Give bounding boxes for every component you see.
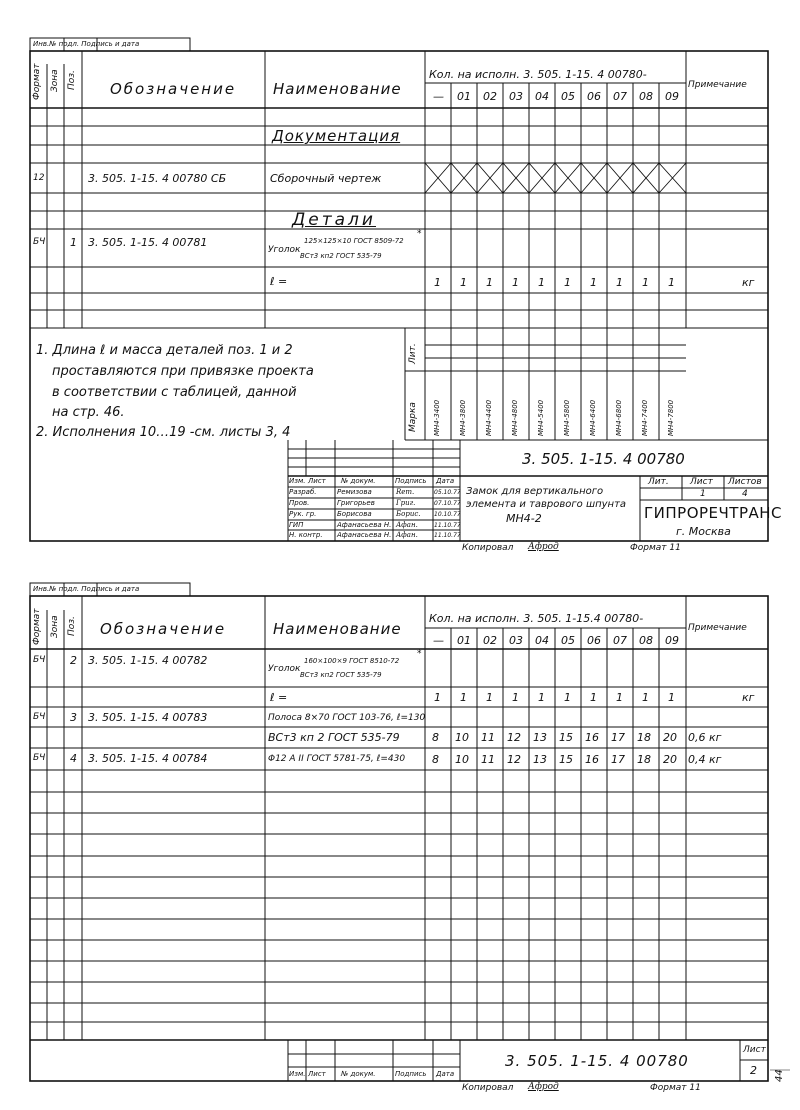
lit-label: Лит.: [408, 343, 418, 364]
p3-qty-5: 15: [559, 731, 573, 744]
mark-1: МН4-3800: [459, 399, 467, 436]
row-part3-name: Полоса 8×70 ГОСТ 103-76, ℓ=130: [268, 713, 426, 723]
variant-2: 02: [483, 90, 497, 103]
p3-qty-0: 8: [432, 731, 439, 744]
row-part4-designation: 3. 505. 1-15. 4 00784: [88, 752, 208, 765]
tb-role-2: Рук. гр.: [289, 510, 317, 518]
row-part2-format: БЧ: [33, 655, 46, 665]
len2-one-1: 1: [460, 691, 467, 704]
col-designation-header: Обозначение: [110, 80, 237, 98]
mark-5: МН4-5800: [563, 399, 571, 436]
variant2-0: —: [433, 634, 444, 647]
row-part1-name-top: 125×125×10 ГОСТ 8509-72: [304, 237, 404, 245]
p4-qty-2: 11: [481, 753, 495, 766]
copied-label-2: Копировал: [462, 1083, 514, 1093]
mark-4: МН4-5400: [537, 399, 545, 436]
col-name-header: Наименование: [273, 80, 402, 98]
row-part3-format: БЧ: [33, 712, 46, 722]
row-len-name-2: ℓ =: [270, 691, 288, 704]
p4-qty-5: 15: [559, 753, 573, 766]
variant-4: 04: [535, 90, 549, 103]
tb-lit-label: Лит.: [648, 477, 669, 487]
len-one-3: 1: [512, 276, 519, 289]
variant2-3: 03: [509, 634, 523, 647]
col-format-header-2: Формат: [32, 608, 42, 645]
tb-sheets-label: Листов: [728, 477, 762, 487]
row-part4-name: Φ12 А II ГОСТ 5781-75, ℓ=430: [268, 754, 406, 764]
footer-sheet-label: Лист: [743, 1045, 766, 1055]
len-one-8: 1: [642, 276, 649, 289]
p3-qty-1: 10: [455, 731, 469, 744]
ft-hdr-sign: Подпись: [395, 1070, 427, 1078]
tb-hdr-doc: № докум.: [341, 477, 376, 485]
ft-hdr-izm: Изм.: [289, 1070, 306, 1078]
variant-3: 03: [509, 90, 523, 103]
variant-7: 07: [613, 90, 627, 103]
variant2-1: 01: [457, 634, 471, 647]
row-part1-pos: 1: [70, 236, 77, 249]
row-part4-format: БЧ: [33, 753, 46, 763]
col-note-header: Примечание: [688, 80, 747, 90]
p3-qty-8: 18: [637, 731, 651, 744]
format-label-2: Формат 11: [650, 1083, 701, 1093]
len2-one-3: 1: [512, 691, 519, 704]
p4-qty-3: 12: [507, 753, 521, 766]
variant2-9: 09: [665, 634, 679, 647]
footer-sheet-value: 2: [750, 1064, 757, 1077]
stamp-label: Инв.№ подл. Подпись и дата: [33, 40, 140, 48]
ft-hdr-doc: № докум.: [341, 1070, 376, 1078]
note-line-3: в соответствии с таблицей, данной: [52, 385, 297, 400]
tb-sig-0: Rem.: [396, 488, 415, 496]
len-note: кг: [742, 276, 755, 289]
mark-9: МН4-7800: [667, 399, 675, 436]
tb-sig-3: Афан.: [396, 521, 418, 529]
tb-role-4: Н. контр.: [289, 531, 323, 539]
row-doc-name: Сборочный чертеж: [270, 172, 382, 185]
tb-organization: ГИПРОРЕЧТРАНС: [644, 504, 783, 522]
tb-date-0: 05.10.77: [434, 489, 461, 496]
variant-9: 09: [665, 90, 679, 103]
col-pos-header: Поз.: [67, 70, 77, 90]
copied-label: Копировал: [462, 543, 514, 553]
copied-signature-2: Афрод: [528, 1082, 559, 1092]
mark-2: МН4-4400: [485, 399, 493, 436]
title-block-code: 3. 505. 1-15. 4 00780: [522, 450, 685, 468]
tb-sig-1: Григ.: [396, 499, 416, 507]
p4-qty-0: 8: [432, 753, 439, 766]
len2-note: кг: [742, 691, 755, 704]
len2-one-9: 1: [668, 691, 675, 704]
variant2-4: 04: [535, 634, 549, 647]
len-one-9: 1: [668, 276, 675, 289]
section-parts: Детали: [292, 210, 376, 230]
tb-date-3: 11.10.77: [434, 522, 461, 529]
p4-qty-6: 16: [585, 753, 599, 766]
row-part1-name-bottom: ВСт3 кп2 ГОСТ 535-79: [300, 252, 382, 260]
variant2-5: 05: [561, 634, 575, 647]
tb-role-1: Пров.: [289, 499, 310, 507]
col-format-header: Формат: [32, 63, 42, 100]
ft-hdr-list: Лист: [308, 1070, 326, 1078]
variant-1: 01: [457, 90, 471, 103]
len-one-6: 1: [590, 276, 597, 289]
tb-date-2: 10.10.77: [434, 511, 461, 518]
mark-7: МН4-6800: [615, 399, 623, 436]
variant-0: —: [433, 90, 444, 103]
p3-qty-3: 12: [507, 731, 521, 744]
tb-sheet-label: Лист: [690, 477, 713, 487]
row-part1-name-prefix: Уголок: [268, 245, 301, 255]
variant-6: 06: [587, 90, 601, 103]
len2-one-2: 1: [486, 691, 493, 704]
row-part2-name-bottom: ВСт3 кп2 ГОСТ 535-79: [300, 671, 382, 679]
mark-8: МН4-7400: [641, 399, 649, 436]
page-number: 44: [774, 1069, 785, 1082]
row-part2-star: *: [417, 649, 422, 659]
row-part3-pos: 3: [70, 711, 77, 724]
len2-one-4: 1: [538, 691, 545, 704]
row-part2-name-top: 160×100×9 ГОСТ 8510-72: [304, 657, 400, 665]
mark-3: МН4-4800: [511, 399, 519, 436]
tb-sig-2: Борис.: [396, 510, 421, 518]
tb-date-1: 07.10.77: [434, 500, 461, 507]
tb-date-4: 11.10.77: [434, 532, 461, 539]
tb-name-1: Григорьев: [337, 499, 375, 507]
row-len-name: ℓ =: [270, 275, 288, 288]
tb-hdr-izm: Изм.: [289, 477, 306, 485]
row-doc-format: 12: [33, 173, 45, 183]
tb-name-3: Афанасьева Н.: [337, 521, 392, 529]
row-part2-pos: 2: [70, 654, 77, 667]
variant-5: 05: [561, 90, 575, 103]
row-part1-star: *: [417, 229, 422, 239]
format-label: Формат 11: [630, 543, 681, 553]
tb-name-0: Ремизова: [337, 488, 372, 496]
row-part2-designation: 3. 505. 1-15. 4 00782: [88, 654, 208, 667]
p3-qty-4: 13: [533, 731, 547, 744]
tb-city: г. Москва: [676, 525, 731, 538]
variant2-2: 02: [483, 634, 497, 647]
len-one-5: 1: [564, 276, 571, 289]
p4-qty-4: 13: [533, 753, 547, 766]
marka-label: Марка: [408, 402, 418, 432]
col-name-header-2: Наименование: [273, 620, 402, 638]
tb-title-line-2: элемента и таврового шпунта: [466, 499, 627, 510]
ft-hdr-date: Дата: [436, 1070, 455, 1078]
len-one-1: 1: [460, 276, 467, 289]
p3-qty-7: 17: [611, 731, 625, 744]
row-part2-name-prefix: Уголок: [268, 664, 301, 674]
row-part3b-name: ВСт3 кп 2 ГОСТ 535-79: [268, 731, 400, 744]
mark-6: МН4-6400: [589, 399, 597, 436]
len-one-2: 1: [486, 276, 493, 289]
p3-qty-2: 11: [481, 731, 495, 744]
variant2-7: 07: [613, 634, 627, 647]
col-note-header-2: Примечание: [688, 623, 747, 633]
len-one-0: 1: [434, 276, 441, 289]
tb-hdr-list: Лист: [308, 477, 326, 485]
p3-note: 0,6 кг: [688, 731, 722, 744]
row-doc-designation: 3. 505. 1-15. 4 00780 СБ: [88, 172, 227, 185]
p3-qty-6: 16: [585, 731, 599, 744]
tb-hdr-sign: Подпись: [395, 477, 427, 485]
col-zone-header: Зона: [50, 69, 60, 92]
tb-sheet-value: 1: [700, 489, 706, 499]
footer-code: 3. 505. 1-15. 4 00780: [505, 1052, 689, 1070]
row-part4-pos: 4: [70, 752, 77, 765]
row-part1-designation: 3. 505. 1-15. 4 00781: [88, 236, 208, 249]
p4-note: 0,4 кг: [688, 753, 722, 766]
p3-qty-9: 20: [663, 731, 677, 744]
section-documentation: Документация: [272, 127, 401, 145]
len-one-4: 1: [538, 276, 545, 289]
col-zone-header-2: Зона: [50, 615, 60, 638]
len2-one-5: 1: [564, 691, 571, 704]
tb-title-line-3: МН4-2: [506, 512, 542, 525]
stamp-label-2: Инв.№ подл. Подпись и дата: [33, 585, 140, 593]
variant-8: 08: [639, 90, 653, 103]
len2-one-6: 1: [590, 691, 597, 704]
p4-qty-7: 17: [611, 753, 625, 766]
p4-qty-9: 20: [663, 753, 677, 766]
note-line-5: 2. Исполнения 10…19 -см. листы 3, 4: [36, 425, 291, 440]
col-designation-header-2: Обозначение: [100, 620, 227, 638]
tb-name-2: Борисова: [337, 510, 372, 518]
tb-role-0: Разраб.: [289, 488, 317, 496]
p4-qty-8: 18: [637, 753, 651, 766]
len2-one-0: 1: [434, 691, 441, 704]
tb-sheets-value: 4: [742, 489, 748, 499]
qty-title-2: Кол. на исполн. 3. 505. 1-15.4 00780-: [429, 612, 644, 625]
variant2-8: 08: [639, 634, 653, 647]
note-line-1: 1. Длина ℓ и масса деталей поз. 1 и 2: [36, 343, 293, 358]
tb-hdr-date: Дата: [436, 477, 455, 485]
tb-name-4: Афанасьева Н.: [337, 531, 392, 539]
note-line-4: на стр. 46.: [52, 405, 125, 420]
row-part3-designation: 3. 505. 1-15. 4 00783: [88, 711, 208, 724]
len2-one-7: 1: [616, 691, 623, 704]
len-one-7: 1: [616, 276, 623, 289]
p4-qty-1: 10: [455, 753, 469, 766]
variant2-6: 06: [587, 634, 601, 647]
len2-one-8: 1: [642, 691, 649, 704]
tb-sig-4: Афан.: [396, 531, 418, 539]
mark-0: МН4-3400: [433, 399, 441, 436]
tb-title-line-1: Замок для вертикального: [466, 486, 604, 497]
row-part1-format: БЧ: [33, 237, 46, 247]
tb-role-3: ГИП: [289, 521, 304, 529]
copied-signature: Афрод: [528, 542, 559, 552]
col-pos-header-2: Поз.: [67, 616, 77, 636]
qty-title: Кол. на исполн. 3. 505. 1-15. 4 00780-: [429, 68, 647, 81]
note-line-2: проставляются при привязке проекта: [52, 364, 314, 379]
